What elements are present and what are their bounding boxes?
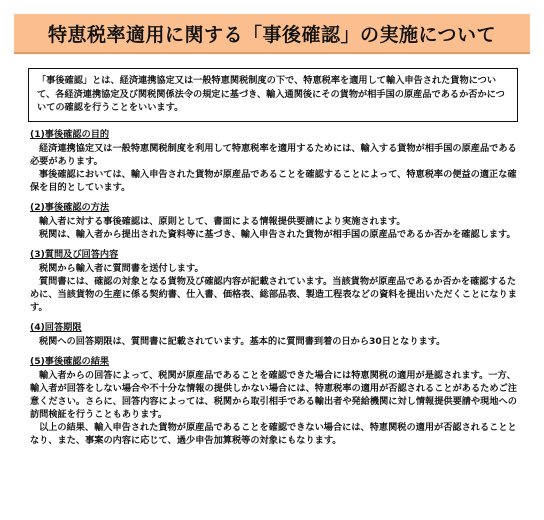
section-deadline (30, 321, 522, 348)
section-paragraph: 税関への回答期限は、質問書に記載されています。基本的に質問書到着の日から30日となります。 (39, 336, 446, 347)
title-banner (14, 14, 530, 54)
section-paragraph: 税関は、輸入者から提出された資料等に基づき、輸入申告された貨物が相手国の原産品であるか否かを確認します。 (39, 229, 516, 240)
section-paragraph: 輸入者に対する事後確認は、原則として、書面による情報提供要請により実施されます。 (39, 216, 406, 227)
section-heading: (1)事後確認の目的 (30, 129, 110, 140)
section-paragraph: 以上の結果、輸入申告された貨物が原産品であることを確認できない場合には、特恵関税の適用が否認されることとなり、また、事案の内容に応じて、過少申告加算税等の対象にもなります。 (30, 422, 517, 446)
page-title: 特恵税率適用に関する「事後確認」の実施について (47, 23, 497, 46)
section-heading: (4)回答期限 (30, 322, 82, 333)
section-result (30, 355, 522, 447)
section-heading: (5)事後確認の結果 (30, 356, 110, 367)
sections (30, 128, 522, 454)
intro-box: 「事後確認」とは、経済連携協定又は一般特恵関税制度の下で、特恵税率を適用して輸入申告された貨物について、各経済連携協定及び関税関係法令の規定に基づき、輸入通関後にその貨物が相手国の原産品であるか否かについての確認を行うことをいいます。 (28, 68, 518, 122)
section-method (30, 201, 522, 241)
section-paragraph: 税関から輸入者に質問書を送付します。 (39, 263, 204, 274)
section-heading: (2)事後確認の方法 (30, 202, 110, 213)
section-paragraph: 経済連携協定又は一般特恵関税制度を利用して特恵税率を適用するためには、輸入する貨物が相手国の原産品である必要があります。 (30, 143, 517, 167)
section-questions (30, 248, 522, 314)
section-purpose (30, 128, 522, 194)
section-paragraph: 質問書には、確認の対象となる貨物及び確認内容が記載されています。当該貨物が原産品であるか否かを確認するために、当該貨物の生産に係る契約書、仕入書、価格表、総部品表、製造工程表などの資料を提出いただくことになります。 (30, 276, 517, 313)
section-paragraph: 輸入者からの回答によって、税関が原産品であることを確認できた場合には特恵関税の適用が是認されます。一方、輸入者が回答をしない場合や不十分な情報の提供しかない場合には、特恵税率の適用が否認されることがあるためご注意ください。さらに、回答内容によっては、税関から取引相手である輸出者や発給機関に対し情報提供要請や現地への訪問検証を行うこともあります。 (30, 370, 517, 420)
section-paragraph: 事後確認においては、輸入申告された貨物が原産品であることを確認することによって、特恵税率の便益の適正な確保を目的としています。 (30, 169, 517, 193)
section-heading: (3)質問及び回答内容 (30, 249, 119, 260)
